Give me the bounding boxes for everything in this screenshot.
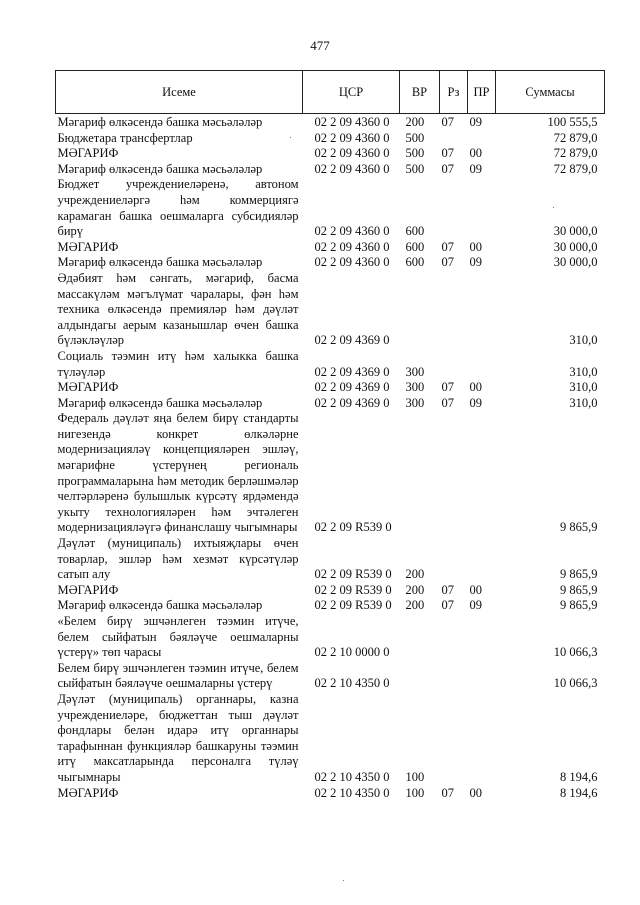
cell-csr: 02 2 09 4369 0 bbox=[314, 380, 390, 395]
cell-csr: 02 2 10 0000 0 bbox=[314, 645, 390, 660]
cell-vr: 500 bbox=[405, 161, 425, 176]
table-row bbox=[56, 536, 605, 583]
cell-pr: 09 bbox=[469, 395, 482, 410]
cell-vr: 500 bbox=[405, 146, 425, 161]
cell-pr: 00 bbox=[469, 380, 482, 395]
cell-pr: 09 bbox=[469, 255, 482, 270]
table-row bbox=[56, 177, 605, 239]
cell-pr bbox=[468, 177, 496, 239]
table-row bbox=[56, 692, 605, 786]
table-row bbox=[56, 146, 605, 162]
cell-sum: 10 066,3 bbox=[553, 645, 598, 660]
cell-sum: 100 555,5 bbox=[547, 115, 598, 129]
cell-vr: 300 bbox=[405, 395, 425, 410]
cell-name: Мәгариф өлкәсендә башка мәсьәләләр bbox=[57, 255, 263, 270]
header-csr: ЦСР bbox=[303, 71, 400, 114]
cell-rz bbox=[440, 131, 468, 147]
cell-sum: 9 865,9 bbox=[560, 567, 598, 582]
cell-csr: 02 2 09 4369 0 bbox=[314, 364, 390, 379]
cell-csr: 02 2 09 4369 0 bbox=[314, 333, 390, 348]
cell-sum: 72 879,0 bbox=[553, 161, 598, 176]
table-row bbox=[56, 240, 605, 256]
cell-vr: 100 bbox=[405, 785, 425, 800]
cell-vr: 100 bbox=[405, 769, 425, 784]
page-number: 477 bbox=[310, 38, 330, 53]
cell-vr: 200 bbox=[405, 567, 425, 582]
cell-rz bbox=[440, 177, 468, 239]
cell-vr bbox=[400, 411, 440, 536]
table-row bbox=[56, 271, 605, 349]
cell-rz: 07 bbox=[441, 785, 454, 800]
cell-pr bbox=[468, 131, 496, 147]
cell-sum: 9 865,9 bbox=[560, 582, 598, 597]
cell-name: МӘГАРИФ bbox=[57, 146, 119, 161]
cell-rz bbox=[440, 271, 468, 349]
cell-pr: 00 bbox=[469, 239, 482, 254]
cell-name: Мәгариф өлкәсендә башка мәсьәләләр bbox=[57, 395, 263, 410]
cell-rz: 07 bbox=[441, 395, 454, 410]
cell-name: Дәүләт (муниципаль) ихтыяҗлары өчен товарлар, эшләр һәм хезмәт күрсәтүләр сатып алу bbox=[57, 536, 299, 582]
cell-csr: 02 2 09 4360 0 bbox=[314, 255, 390, 270]
header-rz: Рз bbox=[440, 71, 468, 114]
cell-pr bbox=[468, 661, 496, 692]
cell-rz bbox=[440, 614, 468, 661]
table-header bbox=[56, 71, 605, 114]
cell-csr: 02 2 09 R539 0 bbox=[314, 598, 392, 613]
cell-pr bbox=[468, 349, 496, 380]
header-pr: ПР bbox=[468, 71, 496, 114]
table-row bbox=[56, 411, 605, 536]
cell-name: МӘГАРИФ bbox=[57, 380, 119, 395]
cell-name: МӘГАРИФ bbox=[57, 582, 119, 597]
table-row bbox=[56, 162, 605, 178]
cell-pr bbox=[468, 614, 496, 661]
cell-csr: 02 2 10 4350 0 bbox=[314, 769, 390, 784]
cell-csr: 02 2 09 4369 0 bbox=[314, 395, 390, 410]
cell-rz: 07 bbox=[441, 161, 454, 176]
cell-csr: 02 2 09 4360 0 bbox=[314, 224, 390, 239]
scan-speck bbox=[343, 880, 344, 881]
cell-rz bbox=[440, 661, 468, 692]
cell-name: Белем бирү эшчәнлеген тәэмин итүче, белем сыйфатын бәяләүче оешмаларны үстерү bbox=[57, 660, 299, 691]
cell-pr: 00 bbox=[469, 582, 482, 597]
cell-sum: 8 194,6 bbox=[560, 769, 598, 784]
cell-vr bbox=[400, 614, 440, 661]
cell-vr: 500 bbox=[405, 130, 425, 145]
cell-rz bbox=[440, 349, 468, 380]
cell-pr: 09 bbox=[469, 115, 482, 129]
cell-rz bbox=[440, 692, 468, 786]
scan-speck bbox=[553, 207, 554, 208]
cell-rz: 07 bbox=[441, 380, 454, 395]
table-row bbox=[56, 786, 605, 802]
cell-csr: 02 2 10 4350 0 bbox=[314, 785, 390, 800]
header-sum: Суммасы bbox=[496, 71, 605, 114]
cell-pr bbox=[468, 271, 496, 349]
table-row bbox=[56, 349, 605, 380]
cell-name: Мәгариф өлкәсендә башка мәсьәләләр bbox=[57, 161, 263, 176]
cell-rz: 07 bbox=[441, 146, 454, 161]
cell-sum: 310,0 bbox=[569, 333, 598, 348]
cell-name: Бюджетара трансфертлар bbox=[57, 130, 193, 145]
cell-vr: 200 bbox=[405, 582, 425, 597]
cell-vr: 200 bbox=[405, 115, 425, 129]
table-row bbox=[56, 131, 605, 147]
cell-sum: 8 194,6 bbox=[560, 785, 598, 800]
cell-rz: 07 bbox=[441, 255, 454, 270]
cell-vr: 200 bbox=[405, 598, 425, 613]
cell-name: Әдәбият һәм сәнгать, мәгариф, басма массакүләм мәгълүмат чаралары, фән һәм техника өлкәсендә премияләр һәм дәүләт алдындагы аерым казанышлар өчен башка бүләкләүләр bbox=[57, 270, 299, 348]
cell-name: МӘГАРИФ bbox=[57, 785, 119, 800]
cell-csr: 02 2 09 4360 0 bbox=[314, 146, 390, 161]
cell-name: «Белем бирү эшчәнлеген тәэмин итүче, белем сыйфатын бәяләүче оешмаларны үстерү» төп чарасы bbox=[57, 614, 299, 660]
cell-vr: 600 bbox=[405, 255, 425, 270]
table-row bbox=[56, 583, 605, 599]
cell-name: Федераль дәүләт яңа белем бирү стандарты нигезендә конкрет өлкәләрне модернизацияләү концепцияләрен эшләү, мәгарифне үстерүнең региональ программаларына һәм методик берләшмәләр челтәрләренә булышлык күрсәтү ярдәмендә укыту технологияләрен һәм эчтәлеген модернизацияләүгә финанслашу чыгымнары bbox=[57, 411, 299, 535]
cell-name: Мәгариф өлкәсендә башка мәсьәләләр bbox=[57, 115, 263, 129]
cell-pr: 00 bbox=[469, 146, 482, 161]
cell-sum: 30 000,0 bbox=[553, 255, 598, 270]
cell-name: Социаль тәэмин итү һәм халыкка башка түләүләр bbox=[57, 348, 299, 379]
cell-sum: 9 865,9 bbox=[560, 520, 598, 535]
table-row bbox=[56, 396, 605, 412]
cell-rz: 07 bbox=[441, 582, 454, 597]
header-vr: ВР bbox=[400, 71, 440, 114]
cell-rz bbox=[440, 536, 468, 583]
cell-name: МӘГАРИФ bbox=[57, 239, 119, 254]
table-row bbox=[56, 598, 605, 614]
header-row bbox=[56, 71, 605, 114]
cell-vr: 300 bbox=[405, 364, 425, 379]
cell-csr: 02 2 09 4360 0 bbox=[314, 239, 390, 254]
cell-name: Бюджет учреждениеләренә, автоном учреждениеләргә һәм коммерциягә карамаган башка оешмаларга субсидияләр бирү bbox=[57, 177, 299, 239]
cell-vr: 600 bbox=[405, 239, 425, 254]
cell-name: Мәгариф өлкәсендә башка мәсьәләләр bbox=[57, 598, 263, 613]
cell-rz: 07 bbox=[441, 239, 454, 254]
cell-vr: 600 bbox=[405, 224, 425, 239]
cell-sum: 10 066,3 bbox=[553, 676, 598, 691]
cell-vr bbox=[400, 271, 440, 349]
cell-vr bbox=[400, 661, 440, 692]
cell-csr: 02 2 09 4360 0 bbox=[314, 161, 390, 176]
cell-pr: 00 bbox=[469, 785, 482, 800]
table-body bbox=[56, 114, 605, 802]
budget-table bbox=[55, 70, 605, 801]
cell-sum: 30 000,0 bbox=[553, 239, 598, 254]
cell-csr: 02 2 09 4360 0 bbox=[314, 115, 390, 129]
cell-sum: 310,0 bbox=[569, 395, 598, 410]
scan-speck bbox=[290, 137, 291, 138]
header-name: Исеме bbox=[56, 71, 303, 114]
cell-sum: 72 879,0 bbox=[553, 146, 598, 161]
table-row bbox=[56, 614, 605, 661]
cell-name: Дәүләт (муниципаль) органнары, казна учреждениеләре, бюджеттан тыш дәүләт фондлары белән идарә итү органнары тарафыннан функцияләр башкаруны тәэмин итү максатларында персоналга түләү чыгымнары bbox=[57, 691, 299, 784]
cell-pr: 09 bbox=[469, 598, 482, 613]
table-row bbox=[56, 114, 605, 131]
table-row bbox=[56, 661, 605, 692]
cell-sum: 9 865,9 bbox=[560, 598, 598, 613]
cell-sum: 310,0 bbox=[569, 380, 598, 395]
cell-csr: 02 2 10 4350 0 bbox=[314, 676, 390, 691]
cell-pr bbox=[468, 692, 496, 786]
cell-pr bbox=[468, 411, 496, 536]
cell-rz: 07 bbox=[441, 115, 454, 129]
table-row bbox=[56, 255, 605, 271]
cell-csr: 02 2 09 R539 0 bbox=[314, 582, 392, 597]
cell-pr: 09 bbox=[469, 161, 482, 176]
cell-sum: 30 000,0 bbox=[553, 224, 598, 239]
cell-vr: 300 bbox=[405, 380, 425, 395]
cell-pr bbox=[468, 536, 496, 583]
table-row bbox=[56, 380, 605, 396]
cell-csr: 02 2 09 4360 0 bbox=[314, 130, 390, 145]
cell-csr: 02 2 09 R539 0 bbox=[314, 567, 392, 582]
cell-rz bbox=[440, 411, 468, 536]
cell-csr: 02 2 09 R539 0 bbox=[314, 520, 392, 535]
cell-sum: 310,0 bbox=[569, 364, 598, 379]
cell-rz: 07 bbox=[441, 598, 454, 613]
cell-sum: 72 879,0 bbox=[553, 130, 598, 145]
